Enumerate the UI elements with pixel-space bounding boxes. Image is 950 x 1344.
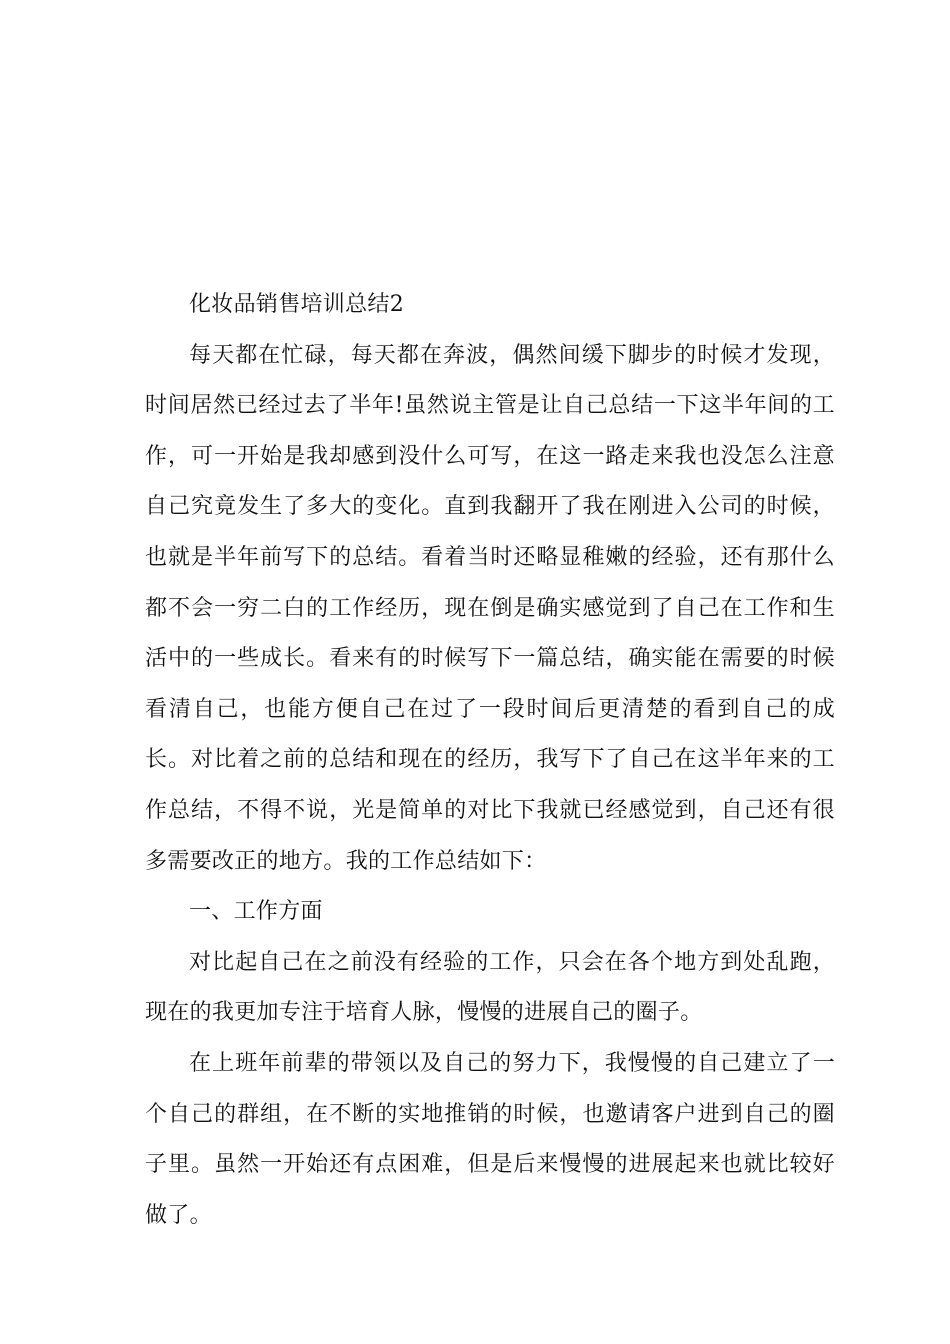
document-body bbox=[145, 280, 835, 1241]
document-title: 化妆品销售培训总结2 bbox=[189, 292, 404, 317]
section-heading-work: 一、工作方面 bbox=[189, 899, 323, 925]
paragraph-intro: 每天都在忙碌，每天都在奔波，偶然间缓下脚步的时候才发现，时间居然已经过去了半年!虽然说主管是让自己总结一下这半年间的工作，可一开始是我却感到没什么可写，在这一路走来我也没怎么注意自己究竟发生了多大的变化。直到我翻开了我在刚进入公司的时候，也就是半年前写下的总结。看着当时还略显稚嫩的经验，还有那什么都不会一穷二白的工作经历，现在倒是确实感觉到了自己在工作和生活中的一些成长。看来有的时候写下一篇总结，确实能在需要的时候看清自己，也能方便自己在过了一段时间后更清楚的看到自己的成长。对比着之前的总结和现在的经历，我写下了自己在这半年来的工作总结，不得不说，光是简单的对比下我就已经感觉到，自己还有很多需要改正的地方。我的工作总结如下： bbox=[145, 342, 835, 874]
paragraph-work-group: 在上班年前辈的带领以及自己的努力下，我慢慢的自己建立了一个自己的群组，在不断的实地推销的时候，也邀请客户进到自己的圈子里。虽然一开始还有点困难，但是后来慢慢的进展起来也就比较好做了。 bbox=[145, 1050, 835, 1228]
paragraph-work-focus: 对比起自己在之前没有经验的工作，只会在各个地方到处乱跑，现在的我更加专注于培育人脉，慢慢的进展自己的圈子。 bbox=[145, 949, 835, 1026]
